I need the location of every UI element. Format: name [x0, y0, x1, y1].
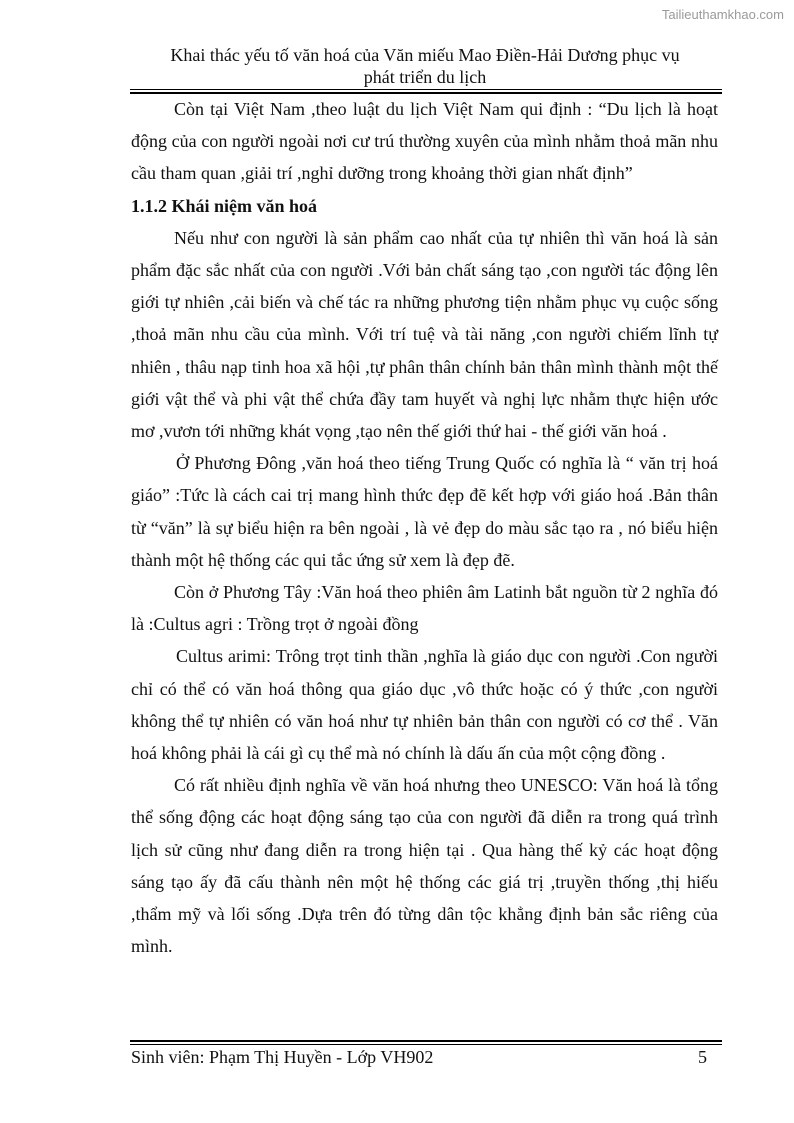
footer-divider — [130, 1040, 722, 1045]
footer-author: Sinh viên: Phạm Thị Huyền - Lớp VH902 — [131, 1047, 434, 1067]
paragraph-western-culture: Còn ở Phương Tây :Văn hoá theo phiên âm Latinh bắt nguồn từ 2 nghĩa đó là :Cultus agri : Trồng trọt ở ngoài đồng — [131, 582, 718, 635]
paragraph-unesco-definition: Có rất nhiều định nghĩa về văn hoá nhưng theo UNESCO: Văn hoá là tổng thể sống động các hoạt động sáng tạo của con người đã diễn ra trong quá trình lịch sử cũng như đang diễn ra trong hiện tại . Qua hàng thế kỷ các hoạt động sáng tạo ấy đã cấu thành nên một hệ thống các giá trị ,truyền thống ,thị hiếu ,thẩm mỹ và lối sống .Dựa trên đó từng dân tộc khẳng định bản sắc riêng của mình. — [131, 775, 718, 957]
section-heading: 1.1.2 Khái niệm văn hoá — [131, 195, 318, 216]
watermark: Tailieuthamkhao.com — [661, 7, 784, 22]
header-title-line-2: phát triển du lịch — [363, 67, 487, 87]
paragraph-eastern-culture: Ở Phương Đông ,văn hoá theo tiếng Trung Quốc có nghĩa là “ văn trị hoá giáo” :Tức là cách cai trị mang hình thức đẹp đẽ kết hợp với giáo hoá .Bản thân từ “văn” là sự biểu hiện ra bên ngoài , là vẻ đẹp do màu sắc tạo ra , nó biểu hiện thành một hệ thống các qui tắc ứng sử xem là đẹp đẽ. — [131, 453, 718, 570]
running-footer — [131, 1046, 707, 1068]
paragraph-tourism-law: Còn tại Việt Nam ,theo luật du lịch Việt Nam qui định : “Du lịch là hoạt động của con người ngoài nơi cư trú thường xuyên của mình nhằm thoả mãn nhu cầu tham quan ,giải trí ,nghỉ dưỡng trong khoảng thời gian nhất định” — [131, 99, 718, 184]
paragraph-cultus-arimi: Cultus arimi: Trông trọt tinh thần ,nghĩa là giáo dục con người .Con người chỉ có thể có văn hoá thông qua giáo dục ,vô thức hoặc có ý thức ,con người không thể tự nhiên có văn hoá như tự nhiên bản thân con người có cơ thể . Văn hoá không phải là cái gì cụ thể mà nó chính là dấu ấn của một cộng đồng . — [131, 646, 718, 764]
running-header — [130, 44, 720, 88]
header-title-line-1: Khai thác yếu tố văn hoá của Văn miếu Mao Điền-Hải Dương phục vụ — [170, 45, 680, 65]
page-number: 5 — [698, 1047, 707, 1067]
page-body — [131, 93, 718, 962]
paragraph-culture-concept: Nếu như con người là sản phẩm cao nhất của tự nhiên thì văn hoá là sản phẩm đặc sắc nhất của con người .Với bản chất sáng tạo ,con người tác động lên giới tự nhiên ,cải biến và chế tác ra những phương tiện nhằm phục vụ cuộc sống ,thoả mãn nhu cầu của mình. Với trí tuệ và tài năng ,con người chiếm lĩnh tự nhiên , thâu nạp tinh hoa xã hội ,tự phân thân chính bản thân mình thành một thế giới vật thể và phi vật thể chứa đầy tam huyết và nghị lực nhằm thực hiện ước mơ ,vươn tới những khát vọng ,tạo nên thế giới thứ hai - thế giới văn hoá . — [131, 227, 718, 442]
